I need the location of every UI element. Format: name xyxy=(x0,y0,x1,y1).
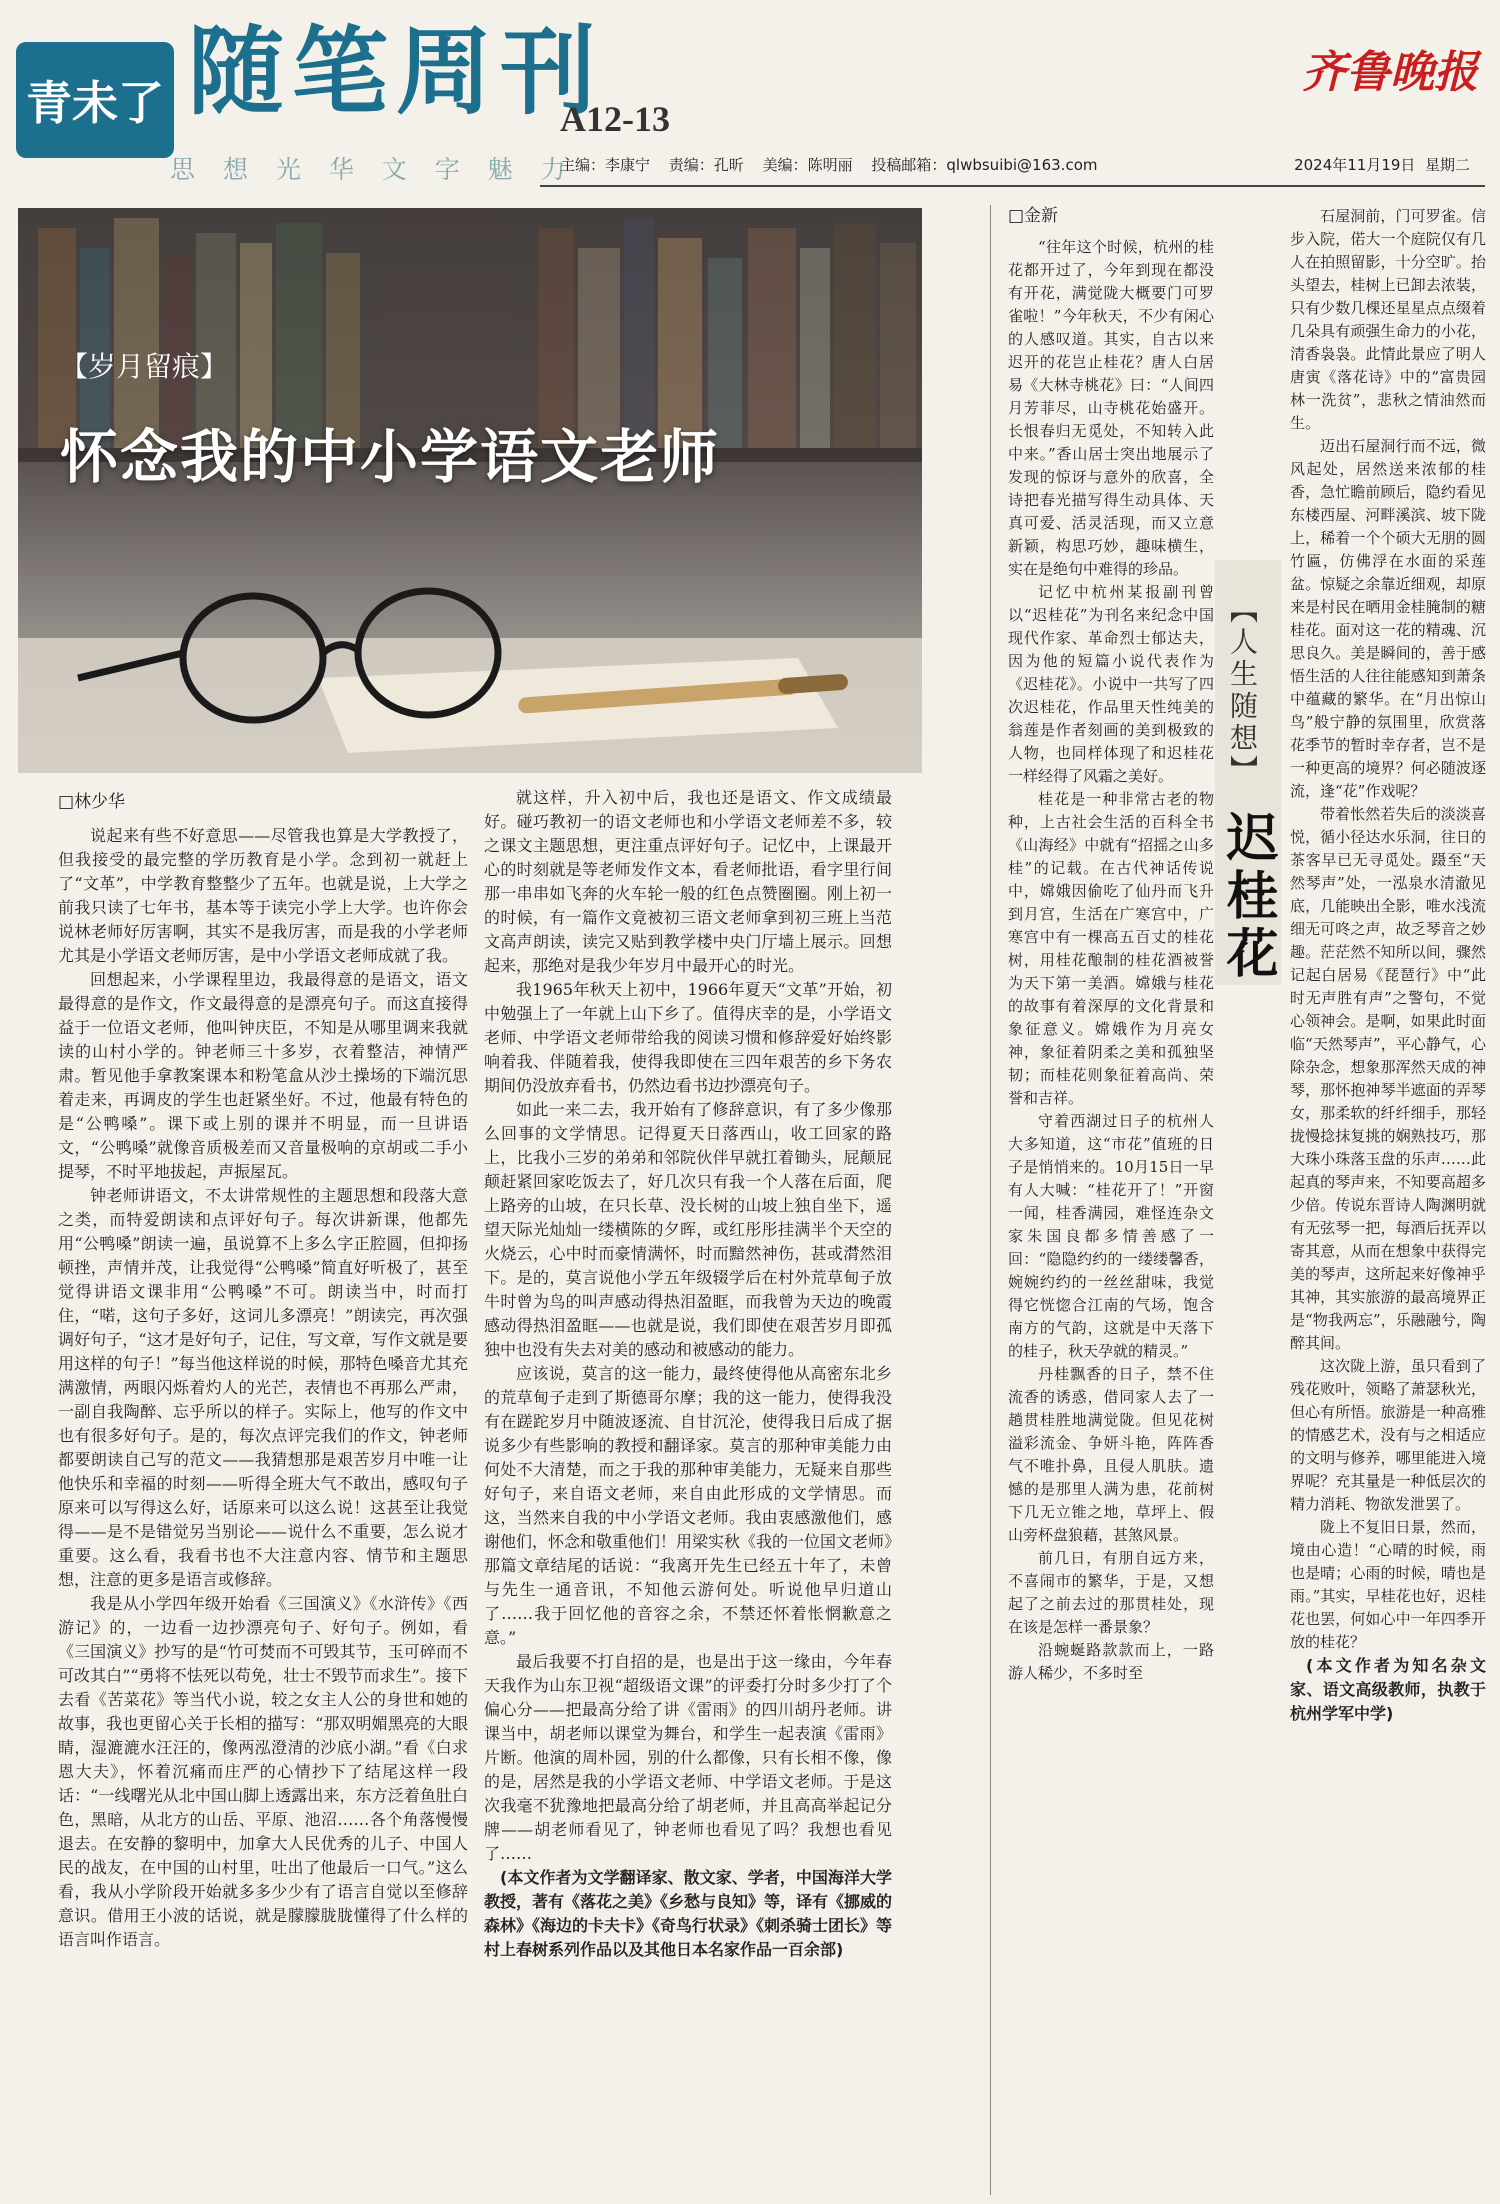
article1-paragraph: 最后我要不打自招的是，也是出于这一缘由，今年春天我作为山东卫视“超级语文课”的评委打分时多少打了个偏心分——把最高分给了讲《雷雨》的四川胡丹老师。讲课当中，胡老师以课堂为舞台，和学生一起表演《雷雨》片断。他演的周朴园，别的什么都像，只有长相不像，像的是，居然是我的小学语文老师、中学语文老师。于是这次我毫不犹豫地把最高分给了胡老师，并且高高举起记分牌——胡老师看见了，钟老师也看见了吗？我想也看见了…… xyxy=(484,1652,892,1863)
article2-column-tag: 【人生随想】 xyxy=(1226,595,1259,787)
article2-paragraph: 沿蜿蜒路款款而上，一路游人稀少，不多时至 xyxy=(1008,1641,1214,1682)
brand-logo-text: 青未了 xyxy=(26,76,164,130)
article2-column-2 xyxy=(1290,205,1486,1726)
article1-paragraph: 应该说，莫言的这一能力，最终使得他从高密东北乡的荒草甸子走到了斯德哥尔摩；我的这一能力，使得我没有在蹉跎岁月中随波逐流、自甘沉沦，使得我日后成了据说多少有些影响的教授和翻译家。莫言的那种审美能力由何处不大清楚，而之于我的那种审美能力，无疑来自那些好句子，来自语文老师，来自由此形成的文学情思。而这，当然来自我的中小学语文老师。我由衷感激他们，感谢他们，怀念和敬重他们！用梁实秋《我的一位国文老师》那篇文章结尾的话说：“我离开先生已经五十年了，未曾与先生一通音讯，不知他云游何处。听说他早归道山了……我于回忆他的音容之余，不禁还怀着怅惘歉意之意。” xyxy=(484,1364,893,1647)
article2-paragraph: 带着怅然若失后的淡淡喜悦，循小径达水乐洞，往日的茶客早已无寻觅处。蹑至“天然琴声”处，一泓泉水清澈见底，几能映出全影，唯水浅流细无可咚之声，故乏琴音之妙趣。茫茫然不知所以间，骤然记起白居易《琵琶行》中“此时无声胜有声”之警句，不觉心领神会。是啊，如果此时面临“天然琴声”，平心静气，心除杂念，想象那浑然天成的神琴，那怀抱神琴半遮面的弄琴女，那柔软的纤纤细手，那轻拢慢捻抹复挑的娴熟技巧，那大珠小珠落玉盘的乐声……此起真的琴声来，不知要高超多少倍。传说东晋诗人陶渊明就有无弦琴一把，每酒后抚弄以寄其意，从而在想象中获得完美的琴声，这所起来好像神乎其神，其实旅游的最高境界正是“物我两忘”，乐融融兮，陶醉其间。 xyxy=(1290,805,1486,1352)
section-title: 随笔周刊 xyxy=(188,15,604,128)
issue-weekday: 星期二 xyxy=(1424,156,1470,174)
article2-paragraph: 丹桂飘香的日子，禁不住流香的诱惑，借同家人去了一趟贯桂胜地满觉陇。但见花树溢彩流金、争妍斗艳，阵阵香气不唯扑鼻，且侵人肌肤。遗憾的是那里人满为患，花前树下几无立锥之地，草坪上、假山旁杯盘狼藉，甚煞风景。 xyxy=(1008,1365,1214,1544)
responsible-editor-credit: 责编：孔昕 xyxy=(668,156,744,174)
article2-paragraph: 前几日，有朋自远方来，不喜闹市的繁华，于是，又想起了之前去过的那贯桂处，现在该是怎样一番景象？ xyxy=(1008,1549,1214,1636)
article2-paragraph: 桂花是一种非常古老的物种，上古社会生活的百科全书《山海经》中就有“招摇之山多桂”的记载。在古代神话传说中，嫦娥因偷吃了仙丹而飞升到月宫，生活在广寒宫中，广寒宫中有一棵高五百丈的桂花树，用桂花酿制的桂花酒被誉为天下第一美酒。嫦娥与桂花的故事有着深厚的文化背景和象征意义。嫦娥作为月亮女神，象征着阴柔之美和孤独坚韧；而桂花则象征着高尚、荣誉和吉祥。 xyxy=(1008,790,1214,1107)
slogan: 思 想 光 华 文 字 魅 力 xyxy=(170,155,576,184)
issue-date: 2024年11月19日 xyxy=(1294,156,1416,174)
article1-paragraph: 就这样，升入初中后，我也还是语文、作文成绩最好。碰巧教初一的语文老师也和小学语文老师差不多，较之课文主题思想，更注重点评好句子。记忆中，上课最开心的时刻就是等老师发作文本，看老师批语，看字里行间那一串串如飞奔的火车轮一般的红色点赞圈圈。刚上初一的时候，有一篇作文竟被初三语文老师拿到初三班上当范文高声朗读，读完又贴到教学楼中央门厅墙上展示。回想起来，那绝对是我少年岁月中最开心的时光。 xyxy=(484,788,892,975)
article2-paragraph: 石屋洞前，门可罗雀。信步入院，偌大一个庭院仅有几人在拍照留影，十分空旷。抬头望去，桂树上已卸去浓装，只有少数几棵还星星点点缀着几朵具有顽强生命力的小花，清香袅袅。此情此景应了明人唐寅《落花诗》中的“富贵园林一洗贫”，悲秋之情油然而生。 xyxy=(1290,207,1486,432)
article2-paragraph: 这次陇上游，虽只看到了残花败叶，领略了萧瑟秋光，但心有所悟。旅游是一种高雅的情感艺术，没有与之相适应的文明与修养，哪里能进入境界呢？充其量是一种低层次的精力消耗、物欲发泄罢了。 xyxy=(1290,1357,1486,1513)
article1-paragraph: 回想起来，小学课程里边，我最得意的是语文，语文最得意的是作文，作文最得意的是漂亮句子。而这直接得益于一位语文老师，他叫钟庆臣，不知是从哪里调来我就读的山村小学的。钟老师三十多岁，衣着整洁，神情严肃。暂见他手拿教案课本和粉笔盒从沙土操场的下端沉思着走来，再调皮的学生也赶紧坐好。不过，他最有特色的是“公鸭嗓”。课下或上别的课并不明显，而一旦讲语文，“公鸭嗓”就像音质极差而又音量极响的京胡或二手小提琴，不时平地拔起，声振屋瓦。 xyxy=(58,970,468,1181)
article2-paragraph: 迈出石屋洞行而不远，微风起处，居然送来浓郁的桂香，急忙瞻前顾后，隐约看见东楼西屋、河畔溪滨、坡下陇上，稀着一个个硕大无朋的圆竹匾，仿佛浮在水面的采莲盆。惊疑之余靠近细观，却原来是村民在晒用金桂腌制的糖桂花。面对这一花的精魂、沉思良久。美是瞬间的，善于感悟生活的人往往能感知到萧条中蕴藏的繁华。在“月出惊山鸟”般宁静的氛围里，欣赏落花季节的暂时幸存者，岂不是一种更高的境界？何必随波逐流，逢“花”作戏呢？ xyxy=(1290,437,1486,800)
article1-column-2 xyxy=(484,786,892,1962)
editor-credit: 主编：李康宁 xyxy=(560,156,651,174)
article1-author-note: (本文作者为文学翻译家、散文家、学者，中国海洋大学教授，著有《落花之美》《乡愁与良知》等，译有《挪威的森林》《海边的卡夫卡》《奇鸟行状录》《刺杀骑士团长》等村上春树系列作品以及其他日本名家作品一百余部) xyxy=(484,1868,893,1959)
article2-paragraph: 记忆中杭州某报副刊曾以“迟桂花”为刊名来纪念中国现代作家、革命烈士郁达夫，因为他的短篇小说代表作为《迟桂花》。小说中一共写了四次迟桂花，作品里天性纯美的翁莲是作者刻画的美到极致的人物，也同样体现了和迟桂花一样经得了风霜之美好。 xyxy=(1008,583,1214,785)
brand-logo xyxy=(16,42,174,158)
article1-column-tag: 【岁月留痕】 xyxy=(60,350,229,383)
article2-paragraph: “往年这个时候，杭州的桂花都开过了，今年到现在都没有开花，满觉陇大概要门可罗雀啦！”今年秋天，不少有闲心的人感叹道。其实，自古以来迟开的花岂止桂花？唐人白居易《大林寺桃花》曰：“人间四月芳菲尽，山寺桃花始盛开。长恨春归无觅处，不知转入此中来。”香山居士突出地展示了发现的惊讶与意外的欣喜，全诗把春光描写得生动具体、天真可爱、活灵活现，而又立意新颖，构思巧妙，趣味横生，实在是绝句中难得的珍品。 xyxy=(1008,238,1214,578)
article2-paragraph: 守着西湖过日子的杭州人大多知道，这“市花”值班的日子是悄悄来的。10月15日一早有人大喊：“桂花开了！”开窗一闻，桂香满园，难怪连杂文家朱国良都多情善感了一回：“隐隐约约的一缕缕馨香，婉婉约约的一丝丝甜味，我觉得它恍惚合江南的气场，饱含南方的气韵，这就是中天落下的桂子，秋天孕就的精灵。” xyxy=(1008,1112,1214,1360)
submission-email[interactable]: 投稿邮箱：qlwbsuibi@163.com xyxy=(871,156,1098,174)
article1-paragraph: 我1965年秋天上初中，1966年夏天“文革”开始，初中勉强上了一年就上山下乡了。值得庆幸的是，小学语文老师、中学语文老师带给我的阅读习惯和修辞爱好始终影响着我、伴随着我，使得我即使在三四年艰苦的乡下务农期间仍没放弃看书，仍然边看书边抄漂亮句子。 xyxy=(484,980,892,1095)
dateline xyxy=(1294,154,1470,175)
article1-paragraph: 说起来有些不好意思——尽管我也算是大学教授了，但我接受的最完整的学历教育是小学。念到初一就赶上了“文革”，中学教育整整少了五年。也就是说，上大学之前我只读了七年书，基本等于读完小学上大学。也许你会说林老师好厉害啊，其实不是我厉害，而是我的小学老师尤其是小学语文老师厉害，是中小学语文老师成就了我。 xyxy=(58,826,468,965)
newspaper-logo: 齐鲁晚报 xyxy=(1302,47,1478,98)
article2-paragraph: 陇上不复旧日景，然而，境由心造！“心晴的时候，雨也是晴；心雨的时候，晴也是雨。”其实，早桂花也好，迟桂花也罢，何如心中一年四季开放的桂花？ xyxy=(1290,1518,1486,1651)
article1-title: 怀念我的中小学语文老师 xyxy=(60,423,721,491)
article1-paragraph: 我是从小学四年级开始看《三国演义》《水浒传》《西游记》的，一边看一边抄漂亮句子、好句子。例如，看《三国演义》抄写的是“竹可焚而不可毁其节，玉可碎而不可改其白”“勇将不怯死以苟免，壮士不毁节而求生”。接下去看《苦菜花》等当代小说，较之女主人公的身世和她的故事，我也更留心关于长相的描写：“那双明媚黑亮的大眼睛，湿漉漉水汪汪的，像两泓澄清的沙底小湖。”看《白求恩大夫》，怀着沉痛而庄严的心情抄下了结尾这样一段话：“一线曙光从北中国山脚上透露出来，东方泛着鱼肚白色，黑暗，从北方的山岳、平原、池沼……各个角落慢慢退去。在安静的黎明中，加拿大人民优秀的儿子、中国人民的战友，在中国的山村里，吐出了他最后一口气。”这么看，我从小学阶段开始就多多少少有了语言自觉以至修辞意识。借用王小波的话说，就是朦朦胧胧懂得了什么样的语言叫作语言。 xyxy=(58,1594,468,1949)
article1-paragraph: 钟老师讲语文，不太讲常规性的主题思想和段落大意之类，而特爱朗读和点评好句子。每次讲新课，他都先用“公鸭嗓”朗读一遍，虽说算不上多么字正腔圆，但抑扬顿挫，声情并茂，让我觉得“公鸭嗓”简直好听极了，甚至觉得讲语文课非用“公鸭嗓”不可。朗读当中，时而打住，“喏，这句子多好，这词儿多漂亮！”朗读完，再次强调好句子，“这才是好句子，记住，写文章，写作文就是要用这样的句子！”每当他这样说的时候，那特色嗓音尤其充满激情，两眼闪烁着灼人的光芒，表情也不再那么严肃，一副自我陶醉、忘乎所以的样子。实际上，他写的作文中也有很多好句子。是的，每次点评完我们的作文，钟老师都要朗读自己写的范文——我猜想那是艰苦岁月中唯一让他快乐和幸福的时刻——听得全班大气不敢出，感叹句子原来可以写得这么好，话原来可以这么说！这甚至让我觉得——是不是错觉另当别论——说什么不重要，怎么说才重要。这么看，我看书也不大注意内容、情节和主题思想，注意的更多是语言或修辞。 xyxy=(58,1186,468,1589)
article2-title: 迟桂花 xyxy=(1217,810,1278,984)
column-divider xyxy=(990,205,991,2195)
article2-column-1 xyxy=(1008,205,1214,1685)
article2-author-note: (本文作者为知名杂文家、语文高级教师，执教于杭州学军中学) xyxy=(1290,1656,1486,1723)
article1-paragraph: 如此一来二去，我开始有了修辞意识，有了多少像那么回事的文学情思。记得夏天日落西山，收工回家的路上，比我小三岁的弟弟和邻院伙伴早就扛着锄头，屁颠屁颠赶紧回家吃饭去了，好几次只有我一个人落在后面，爬上路旁的山坡，在只长草、没长树的山坡上独自坐下，遥望天际光灿灿一缕横陈的夕晖，或红彤彤挂满半个天空的火烧云，心中时而豪情满怀，时而黯然神伤，甚或潸然泪下。是的，莫言说他小学五年级辍学后在村外荒草甸子放牛时曾为鸟的叫声感动得热泪盈眶，而我曾为天边的晚霞感动得热泪盈眶——也就是说，我们即使在艰苦岁月即孤独中也没有失去对美的感动和被感动的能力。 xyxy=(484,1100,892,1359)
art-editor-credit: 美编：陈明丽 xyxy=(762,156,853,174)
article2-byline: □金新 xyxy=(1008,206,1059,226)
article1-column-1 xyxy=(58,790,468,1952)
page-code: A12-13 xyxy=(560,99,670,139)
staff-credits xyxy=(560,154,1111,175)
header-rule xyxy=(540,185,1485,187)
article1-byline: □林少华 xyxy=(58,792,126,812)
